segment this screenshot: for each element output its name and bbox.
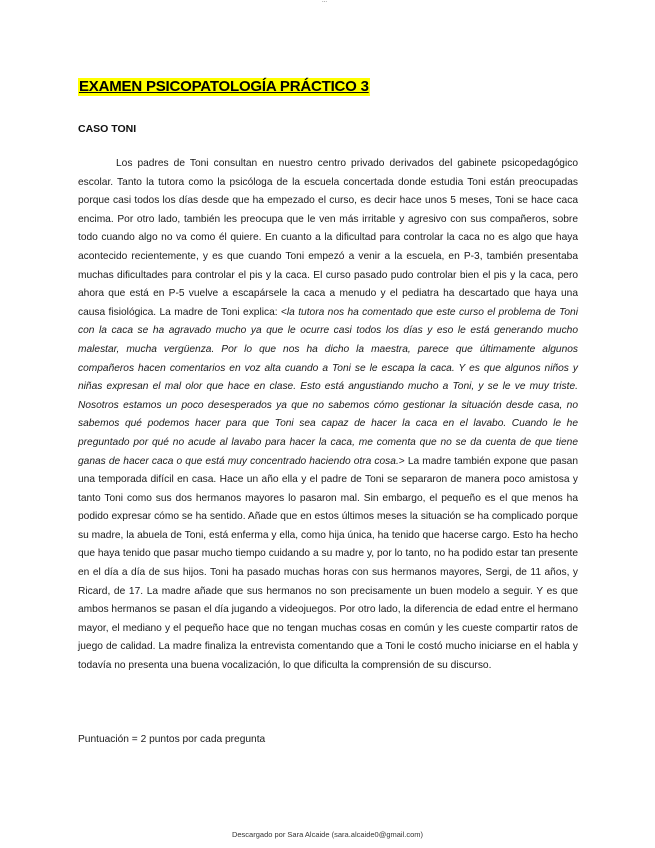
title-block — [78, 78, 370, 96]
page-top-mark — [322, 0, 334, 2]
exam-title: EXAMEN PSICOPATOLOGÍA PRÁCTICO 3 — [79, 78, 369, 95]
case-text-continuation: > La madre también expone que pasan una temporada difícil en casa. Hace un año ella y el padre de Toni se separaron de manera poco amistosa y tanto Toni como sus dos hermanos mayores lo pasaron mal. Sin embargo, el pequeño es el que menos ha podido expresar cómo se ha sentido. Añade que en estos últimos meses la situación se ha complicado porque su madre, la abuela de Toni, está enferma y ella, como hija única, ha tenido que hacerse cargo. Esto ha hecho que haya tenido que pasar mucho tiempo cuidando a su madre y, por lo tanto, no ha podido estar tan presente en el día a día de sus hijos. Toni ha pasado muchas horas con sus hermanos mayores, Sergi, de 11 años, y Ricard, de 17. La madre añade que sus hermanos no son precisamente un buen modelo a seguir. Y es que ambos hermanos se pasan el día jugando a videojuegos. Por otro lado, la diferencia de edad entre el hermano mayor, el mediano y el pequeño hace que no tengan muchas cosas en común y les cueste compartir ratos de juego de calidad. La madre finaliza la entrevista comentando que a Toni le costó mucho iniciarse en el habla y todavía no presenta una buena vocalización, lo que dificulta la comprensión de su discurso. — [78, 455, 579, 672]
score-note: Puntuación = 2 puntos por cada pregunta — [78, 734, 266, 745]
case-paragraph — [78, 155, 578, 676]
download-footer: Descargado por Sara Alcaide (sara.alcaide0@gmail.com) — [231, 830, 424, 839]
mother-quote: la tutora nos ha comentado que este curso el problema de Toni con la caca se ha agravado mucho ya que le ocurre casi todos los días y eso le está generando mucho malestar, mucha vergüenza. Por lo que nos ha dicho la maestra, parece que últimamente algunos compañeros hacen comentarios en voz alta cuando a Toni se le escapa la caca. Y es que algunos niños y niñas expresan el mal olor que hace en clase. Esto está angustiando mucho a Toni, y se le ve muy triste. Nosotros estamos un poco desesperados ya que no sabemos cómo gestionar la situación desde casa, no sabemos qué podemos hacer para que Toni sea capaz de hacer la caca en el lavabo. Cuando le he preguntado por qué no acude al lavabo para hacer la caca, me comenta que no se da cuenta de que tiene ganas de hacer caca o que está muy concentrado haciendo otra cosa. — [78, 306, 578, 467]
case-title: CASO TONI — [78, 123, 137, 135]
case-text-intro: Los padres de Toni consultan en nuestro centro privado derivados del gabinete psicopedagógico escolar. Tanto la tutora como la psicóloga de la escuela concertada donde estudia Toni están preocupadas porque casi todos los días desde que ha empezado el curso, es decir hace unos 5 meses, Toni se hace caca encima. Por otro lado, también les preocupa que le ven más irritable y agresivo con sus compañeros, sobre todo cuando algo no va como él quiere. En cuanto a la dificultad para controlar la caca no es algo que haya acontecido recientemente, y es que cuando Toni empezó a venir a la escuela, en P-3, también presentaba muchas dificultades para controlar el pis y la caca. El curso pasado pudo controlar bien el pis y la caca, pero ahora que está en P-5 vuelve a escapársele la caca a menudo y el pediatra ha descartado que haya una causa fisiológica. La madre de Toni explica: < — [78, 158, 578, 318]
case-description — [78, 155, 578, 676]
